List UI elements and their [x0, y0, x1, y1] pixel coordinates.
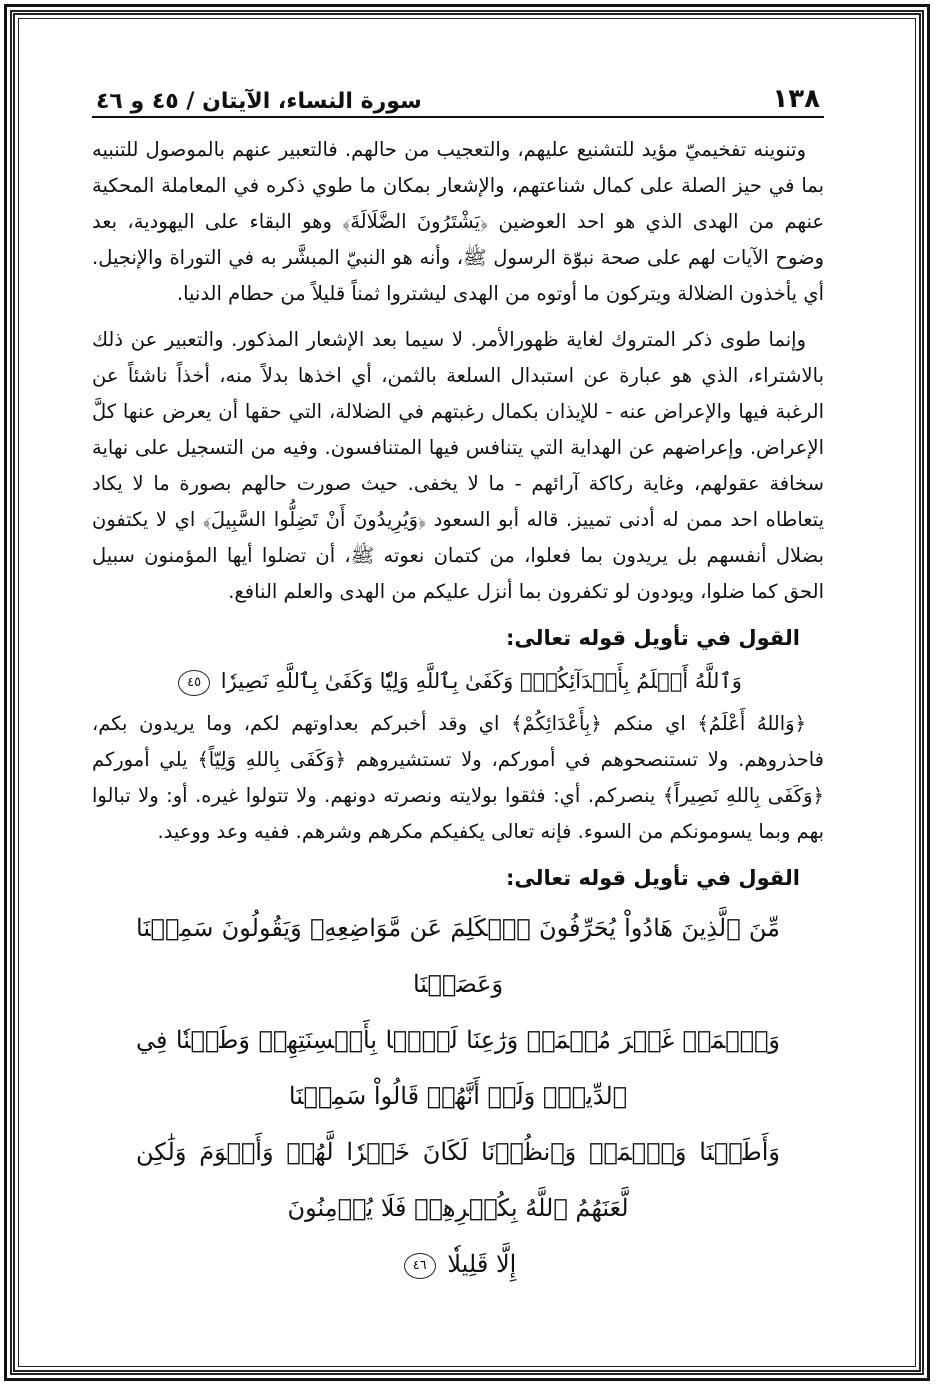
- verse-text: وَٱللَّهُ أَعۡلَمُ بِأَعۡدَآئِكُمۡۚ وَكَفَىٰ بِٱللَّهِ وَلِيّٗا وَكَفَىٰ بِٱللَّهِ نَصِيرٗا: [220, 669, 742, 693]
- verse-line: مِّنَ ٱلَّذِينَ هَادُواْ يُحَرِّفُونَ ٱلۡكَلِمَ عَن مَّوَاضِعِهِۦ وَيَقُولُونَ سَمِعۡنَا وَعَصَيۡنَا: [136, 914, 780, 998]
- page-body: [92, 118, 824, 1292]
- section-heading-1: القول في تأويل قوله تعالى:: [506, 626, 800, 650]
- running-title: سورة النساء، الآيتان / ٤٥ و ٤٦: [96, 89, 422, 114]
- verse-number-marker: ٤٥: [178, 670, 210, 696]
- commentary-paragraph: ﴿وَاللهُ أَعْلَمُ﴾ اي منكم ﴿بِأَعْدَائِكُمْ﴾ اي وقد أخبركم بعداوتهم لكم، وما يريدون بكم، فاحذروهم. ولا تستنصحوهم في أموركم، ولا تستشيروهم ﴿وَكَفَى بِاللهِ وَلِيّاً﴾ يلي أموركم ﴿وَكَفَى بِاللهِ نَصِيراً﴾ ينصركم. أي: فثقوا بولايته ونصرته دونهم. ولا تتولوا غيره. أو: ولا تبالوا بهم وبما يسومونكم من السوء. فإنه تعالى يكفيكم مكرهم وشرهم. ففيه وعد ووعيد.: [92, 712, 824, 843]
- page-header: [92, 70, 824, 118]
- quran-verse-46: [92, 900, 824, 1292]
- verse-line: [136, 1236, 780, 1292]
- verse-line: وَأَطَعۡنَا وَٱسۡمَعۡ وَٱنظُرۡنَا لَكَانَ خَيۡرٗا لَّهُمۡ وَأَقۡوَمَ وَلَٰكِن لَّعَنَهُمُ ٱللَّهُ بِكُفۡرِهِمۡ فَلَا يُؤۡمِنُونَ: [136, 1138, 780, 1222]
- quran-verse-45: [92, 660, 824, 702]
- verse-line-end: إِلَّا قَلِيلٗا: [447, 1250, 517, 1278]
- page-number: ١٣٨: [772, 84, 820, 114]
- verse-line: وَٱسۡمَعۡ غَيۡرَ مُسۡمَعٖ وَرَٰعِنَا لَيَّۢا بِأَلۡسِنَتِهِمۡ وَطَعۡنٗا فِي ٱلدِّينِۚ وَلَوۡ أَنَّهُمۡ قَالُواْ سَمِعۡنَا: [136, 1026, 780, 1110]
- paragraph-2: وإنما طوى ذكر المتروك لغاية ظهورالأمر. لا سيما بعد الإشعار المذكور. والتعبير عن ذلك بالاشتراء، الذي هو عبارة عن استبدال السلعة بالثمن، أي اخذها بدلاً منه، أخذاً ناشئاً عن الرغبة فيها والإعراض عنه - للإيذان بكمال رغبتهم في الضلالة، التي حقها أن يعرض عنها كلَّ الإعراض. وإعراضهم عن الهداية التي يتنافس فيها المتنافسون. وفيه من التسجيل على نهاية سخافة عقولهم، وغاية ركاكة آرائهم - ما لا يخفى. حيث صورت حالهم بصورة ما لا يكاد يتعاطاه احد ممن له أدنى تمييز. قاله أبو السعود ﴿وَيُرِيدُونَ أَنْ تَضِلُّوا السَّبِيلَ﴾ اي لا يكتفون بضلال أنفسهم بل يريدون بما فعلوا، من كتمان نعوته ﷺ، أن تضلوا أيها المؤمنون سبيل الحق كما ضلوا، ويودون لو تكفرون بما أنزل عليكم من الهدى والعلم النافع.: [92, 328, 824, 603]
- paragraph-1: وتنوينه تفخيميّ مؤيد للتشنيع عليهم، والتعجيب من حالهم. فالتعبير عنهم بالموصول للتنبيه بما في حيز الصلة على كمال شناعتهم، والإشعار بمكان ما طوي ذكره في المعاملة المحكية عنهم من الهدى الذي هو احد العوضين ﴿يَشْتَرُونَ الضَّلَالَةَ﴾ وهو البقاء على اليهودية، بعد وضوح الآيات لهم على صحة نبوّة الرسول ﷺ، وأنه هو النبيّ المبشَّر به في التوراة والإنجيل. أي يأخذون الضلالة ويتركون ما أوتوه من الهدى ليشتروا ثمناً قليلاً من حطام الدنيا.: [92, 138, 824, 305]
- verse-number-marker: ٤٦: [404, 1253, 436, 1279]
- book-page: [92, 70, 824, 1296]
- section-heading-2: القول في تأويل قوله تعالى:: [506, 866, 800, 890]
